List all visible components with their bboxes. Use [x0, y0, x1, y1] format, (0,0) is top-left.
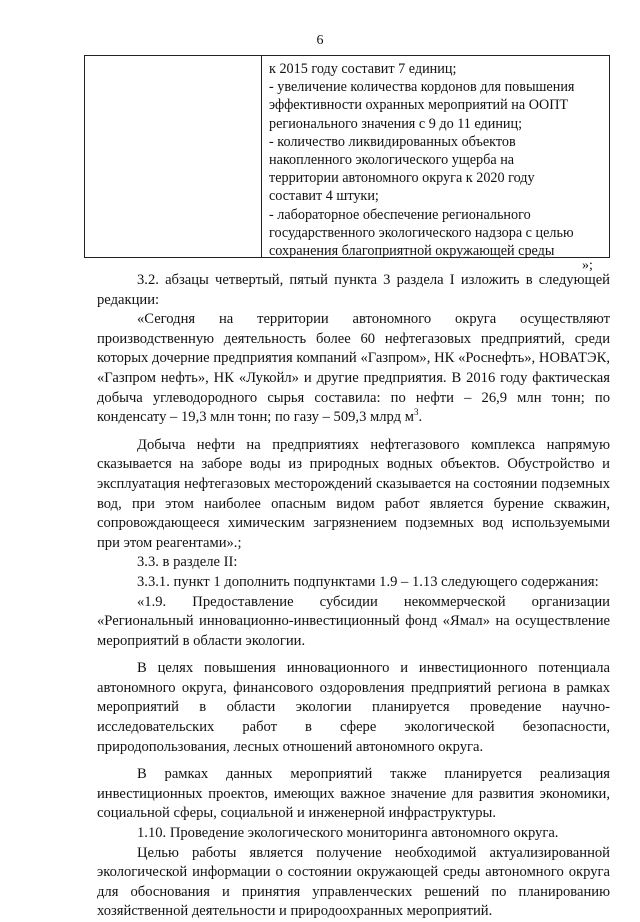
table-line: территории автономного округа к 2020 году	[269, 170, 535, 187]
paragraph-oil-extraction: Добыча нефти на предприятиях нефтегазового комплекса напрямую сказывается на заборе воды из природных водных объектов. Обустройство и эксплуатация нефтегазовых месторождений сказывается на состоянии подземных вод, при этом наиболее опасным видом работ является бурение скважин, сопровождающееся химическим загрязнением подземных вод используемыми при этом реагентами».;	[97, 436, 610, 551]
paragraph-investment: В целях повышения инновационного и инвестиционного потенциала автономного округа, финансового оздоровления предприятий региона в рамках мероприятий в области экологии планируется проведение научно-исследовательских работ в сфере экологической безопасности, природопользования, лесных отношений автономного округа.	[97, 660, 610, 755]
paragraph-1-9: «1.9. Предоставление субсидии некоммерческой организации «Региональный инновационно-инвестиционный фонд «Ямал» на осуществление мероприятий в области экологии.	[97, 593, 610, 649]
paragraph-quote-start	[97, 310, 610, 428]
paragraph-monitoring-goal: Целью работы является получение необходимой актуализированной экологической информации о состоянии окружающей среды автономного округа для обоснования и принятия управленческих решений по планированию хозяйственной деятельности и природоохранных мероприятий.	[97, 844, 610, 920]
paragraph-text: «Сегодня на территории автономного округа осуществляют производственную деятельность более 60 нефтегазовых предприятий, среди которых дочерние предприятия компаний «Газпром», НК «Роснефть», НОВАТЭК, «Газпром нефть», НК «Лукойл» и другие предприятия. В 2016 году фактическая добыча углеводородного сырья составила: по нефти – 26,9 млн тонн; по конденсату – 19,3 млн тонн; по газу – 509,3 млрд м	[97, 311, 610, 426]
paragraph-projects: В рамках данных мероприятий также планируется реализация инвестиционных проектов, имеющих важное значение для развития экономики, социальной сферы, социальной и инженерной инфраструктуры.	[97, 766, 610, 822]
table-closing-quote: »;	[582, 258, 593, 273]
paragraph-end: .	[418, 409, 423, 426]
table-line: составит 4 штуки;	[269, 188, 379, 205]
table-line: регионального значения с 9 до 11 единиц;	[269, 115, 523, 132]
table-line: сохранения благоприятной окружающей среды	[269, 243, 555, 260]
paragraph-3-3: 3.3. в разделе II:	[137, 554, 238, 571]
page-number: 6	[316, 33, 324, 48]
table-line: - увеличение количества кордонов для повышения	[269, 79, 575, 96]
table-line: к 2015 году составит 7 единиц;	[269, 61, 457, 77]
table-line: - лабораторное обеспечение регионального	[269, 206, 531, 223]
table-line: накопленного экологического ущерба на	[269, 152, 515, 169]
paragraph-3-3-1: 3.3.1. пункт 1 дополнить подпунктами 1.9 – 1.13 следующего содержания:	[137, 573, 599, 590]
table-line: государственного экологического надзора с целью	[269, 224, 574, 241]
table-fragment	[84, 55, 610, 258]
table-line: эффективности охранных мероприятий на ООПТ	[269, 97, 569, 114]
paragraph-1-10: 1.10. Проведение экологического мониторинга автономного округа.	[137, 825, 559, 842]
table-cell-indicators	[269, 60, 603, 260]
document-body	[97, 271, 610, 922]
table-column-divider	[261, 56, 262, 257]
table-line: - количество ликвидированных объектов	[269, 133, 516, 150]
paragraph-3-2: 3.2. абзацы четвертый, пятый пункта 3 раздела I изложить в следующей редакции:	[97, 272, 610, 308]
superscript: 3	[413, 407, 419, 418]
